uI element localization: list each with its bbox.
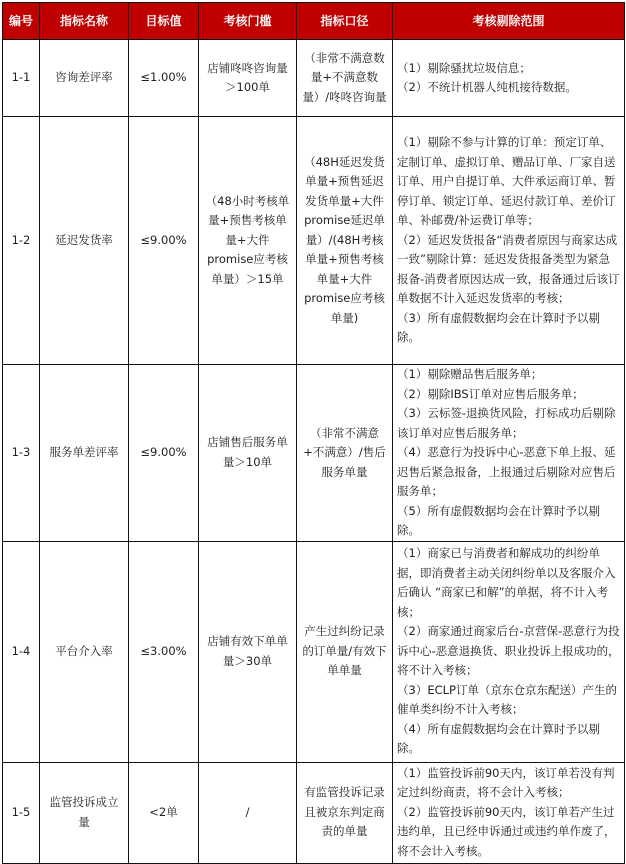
scope-item: （1）剔除骚扰垃圾信息； xyxy=(397,60,531,75)
cell-id: 1-3 xyxy=(3,365,40,542)
table-header-row xyxy=(3,3,625,40)
scope-item: （1）商家已与消费者和解成功的纠纷单据，即消费者主动关闭纠纷单以及客服介入后确认 “商家已和解”的单据，将不计入考核； xyxy=(397,546,616,619)
cell-threshold: 店铺售后服务单量＞10单 xyxy=(199,365,297,542)
cell-target: ≤9.00% xyxy=(129,117,199,365)
cell-name: 监管投诉成立量 xyxy=(40,762,129,863)
cell-scope xyxy=(393,40,625,117)
cell-name: 平台介入率 xyxy=(40,541,129,762)
cell-target: <2单 xyxy=(129,762,199,863)
header-formula: 指标口径 xyxy=(297,3,393,40)
header-scope: 考核剔除范围 xyxy=(393,3,625,40)
scope-item: （1）剔除不参与计算的订单：预定订单、定制订单、虚拟订单、赠品订单、厂家自送订单、用户自提订单、大件承运商订单、暂停订单、锁定订单、延迟付款订单、差价订单、补邮费/补运费订单等； xyxy=(397,135,616,228)
cell-target: ≤1.00% xyxy=(129,40,199,117)
cell-scope xyxy=(393,365,625,542)
scope-item: （2）商家通过商家后台-京营保-恶意行为投诉中心-恶意退换货、职业投诉上报成功的，将不计入考核； xyxy=(397,624,620,678)
table-row xyxy=(3,365,625,542)
scope-item: （4）恶意行为投诉中心-恶意下单上报、延迟售后紧急报备，上报通过后剔除对应售后服务单； xyxy=(397,445,616,498)
cell-formula: （非常不满意数量+不满意数量）/咚咚咨询量 xyxy=(297,40,393,117)
cell-threshold: 店铺有效下单单量＞30单 xyxy=(199,541,297,762)
cell-formula: 有监管投诉记录且被京东判定商责的单量 xyxy=(297,762,393,863)
scope-item: （4）所有虚假数据均会在计算时予以剔除。 xyxy=(397,721,600,756)
table-row xyxy=(3,117,625,365)
cell-scope xyxy=(393,117,625,365)
scope-item: （2）剔除IBS订单对应售后服务单； xyxy=(397,386,584,401)
table-row xyxy=(3,762,625,863)
scope-item: （1）剔除赠品售后服务单； xyxy=(397,367,543,381)
cell-id: 1-4 xyxy=(3,541,40,762)
cell-name: 服务单差评率 xyxy=(40,365,129,542)
cell-target: ≤9.00% xyxy=(129,365,199,542)
cell-formula: （非常不满意+不满意）/售后服务单量 xyxy=(297,365,393,542)
scope-item: （1）监管投诉前90天内，该订单若没有判定过纠纷商责，将不会计入考核； xyxy=(397,765,615,800)
cell-formula: 产生过纠纷记录的订单量/有效下单单量 xyxy=(297,541,393,762)
cell-name: 咨询差评率 xyxy=(40,40,129,117)
header-threshold: 考核门槛 xyxy=(199,3,297,40)
kpi-assessment-table xyxy=(2,2,625,864)
header-id: 编号 xyxy=(3,3,40,40)
cell-name: 延迟发货率 xyxy=(40,117,129,365)
header-target: 目标值 xyxy=(129,3,199,40)
scope-item: （3）ECLP订单（京东仓京东配送）产生的催单类纠纷不计入考核； xyxy=(397,682,617,717)
cell-threshold: 店铺咚咚咨询量＞100单 xyxy=(199,40,297,117)
scope-item: （3）所有虚假数据均会在计算时予以剔除。 xyxy=(397,310,600,345)
scope-item: （5）所有虚假数据均会在计算时予以剔除。 xyxy=(397,503,600,537)
scope-item: （2）不统计机器人纯机接待数据。 xyxy=(397,80,577,94)
cell-id: 1-5 xyxy=(3,762,40,863)
cell-id: 1-1 xyxy=(3,40,40,117)
cell-target: ≤3.00% xyxy=(129,541,199,762)
cell-scope xyxy=(393,762,625,863)
table-row xyxy=(3,40,625,117)
cell-formula: （48H延迟发货单量+预售延迟发货单量+大件promise延迟单量）/(48H考核单量+预售考核单量+大件promise应考核单量) xyxy=(297,117,393,365)
scope-item: （2）延迟发货报备“消费者原因与商家达成一致”剔除计算：延迟发货报备类型为紧急报备-消费者原因达成一致，报备通过后该订单数据不计入延迟发货率的考核； xyxy=(397,232,620,306)
cell-scope xyxy=(393,541,625,762)
scope-item: （2）监管投诉前90天内，该订单若产生过违约单，且已经申诉通过或违约单作废了，将不会计入考核。 xyxy=(397,804,616,858)
cell-id: 1-2 xyxy=(3,117,40,365)
cell-threshold: （48小时考核单量+预售考核单量+大件promise应考核单量）＞15单 xyxy=(199,117,297,365)
cell-threshold: / xyxy=(199,762,297,863)
header-name: 指标名称 xyxy=(40,3,129,40)
scope-item: （3）云标签-退换货风险，打标成功后剔除该订单对应售后服务单； xyxy=(397,406,616,440)
table-row xyxy=(3,541,625,762)
